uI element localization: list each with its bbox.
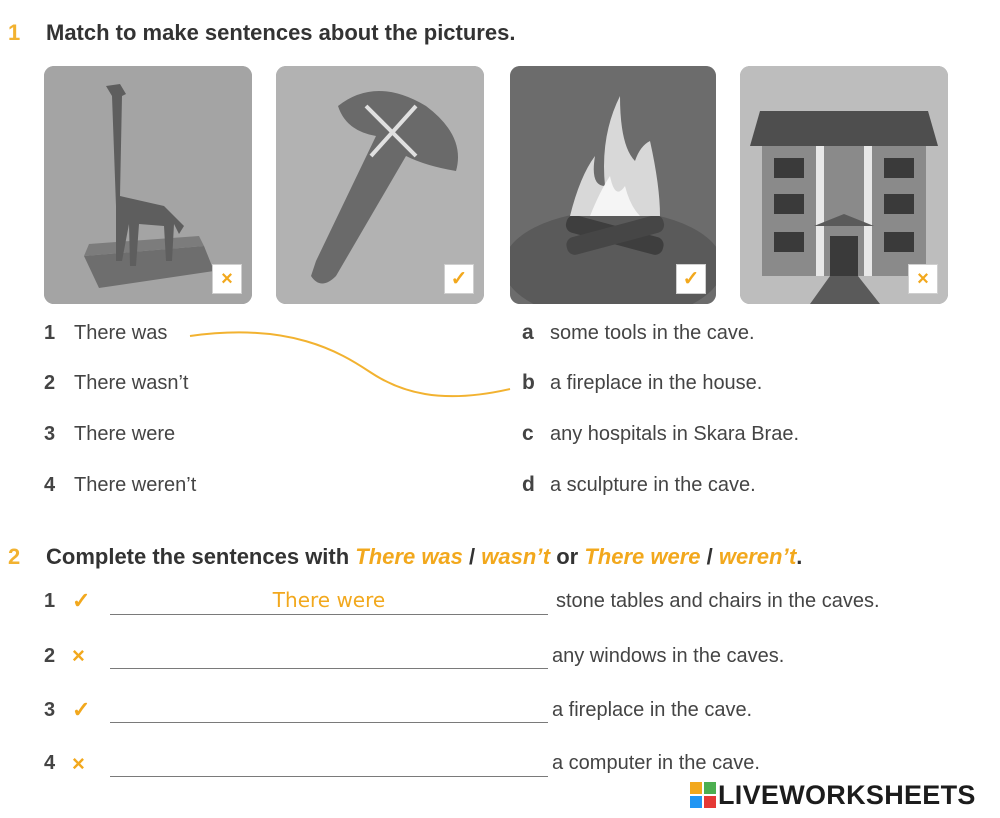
answer-blank: [110, 748, 548, 777]
exercise-2-title: [46, 544, 802, 570]
exercise-2-number: 2: [8, 544, 21, 569]
answer-input[interactable]: [110, 586, 548, 614]
option-werent: weren’t: [718, 544, 797, 569]
check-icon: ✓: [72, 588, 91, 613]
answer-blank: [110, 640, 548, 669]
right-item-text[interactable]: a fireplace in the house.: [550, 372, 763, 394]
right-item-text[interactable]: any hospitals in Skara Brae.: [550, 423, 800, 445]
answer-input[interactable]: [110, 640, 548, 668]
separator: /: [462, 544, 482, 569]
logo-icon: [690, 782, 716, 808]
right-item-letter: d: [522, 473, 535, 496]
left-item-text[interactable]: There wasn’t: [74, 372, 189, 394]
right-item-text[interactable]: a sculpture in the cave.: [550, 474, 756, 496]
exercise-1-number: 1: [8, 20, 21, 45]
right-item-letter: c: [522, 422, 534, 445]
left-item-text[interactable]: There was: [74, 322, 168, 344]
left-item-number: 2: [44, 372, 56, 394]
separator: /: [700, 544, 719, 569]
title-text: Complete the sentences with: [46, 544, 356, 569]
right-item-text[interactable]: some tools in the cave.: [550, 322, 755, 344]
left-item-number: 3: [44, 423, 56, 445]
exercise-1-title: Match to make sentences about the pictures.: [46, 20, 516, 45]
item-number: 3: [44, 699, 56, 721]
left-item-number: 1: [44, 322, 56, 344]
sentence-ending: a fireplace in the cave.: [552, 699, 753, 721]
left-item-number: 4: [44, 474, 56, 496]
option-there-were: There were: [584, 544, 701, 569]
option-wasnt: wasn’t: [481, 544, 551, 569]
option-there-was: There was: [355, 544, 463, 569]
logo-text: LIVEWORKSHEETS: [718, 780, 976, 810]
cross-mark: ×: [908, 264, 938, 294]
cross-icon: ×: [72, 751, 85, 776]
right-item-letter: b: [522, 371, 535, 394]
answer-input[interactable]: [110, 748, 548, 776]
sentence-ending: any windows in the caves.: [552, 645, 785, 667]
answer-blank: [110, 694, 548, 723]
liveworksheets-logo: [690, 780, 976, 811]
right-item-letter: a: [522, 321, 534, 344]
item-number: 2: [44, 645, 56, 667]
cross-mark: ×: [212, 264, 242, 294]
left-item-text[interactable]: There weren’t: [74, 474, 197, 496]
check-mark: ✓: [444, 264, 474, 294]
sentence-ending: stone tables and chairs in the caves.: [556, 590, 880, 612]
check-icon: ✓: [72, 697, 91, 722]
answer-blank: [110, 586, 548, 615]
item-number: 1: [44, 590, 56, 612]
item-number: 4: [44, 752, 56, 774]
cross-icon: ×: [72, 643, 85, 668]
answer-input[interactable]: [110, 694, 548, 722]
title-text: or: [550, 544, 585, 569]
left-item-text[interactable]: There were: [74, 423, 176, 445]
check-mark: ✓: [676, 264, 706, 294]
title-text: .: [796, 544, 803, 569]
sentence-ending: a computer in the cave.: [552, 752, 760, 774]
